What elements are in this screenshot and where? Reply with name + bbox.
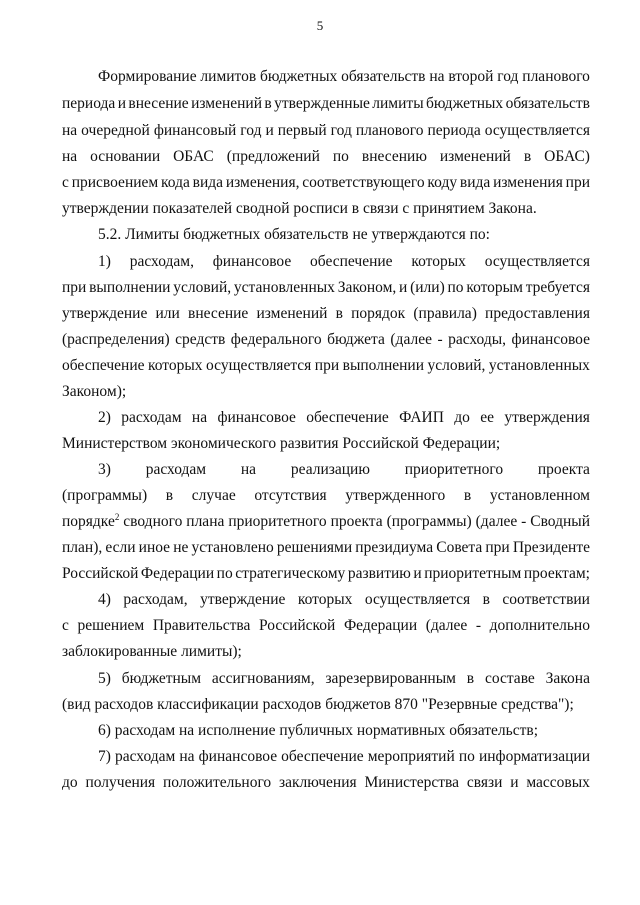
word: соответствующего (302, 174, 425, 191)
text-line (62, 174, 590, 192)
word: ОБАС (173, 148, 214, 165)
word: порядок (351, 305, 406, 322)
text-line (62, 122, 590, 140)
word: решением (77, 617, 145, 634)
word: массовых (526, 774, 590, 791)
word: решениями (276, 539, 353, 556)
word: утвержденного (345, 487, 446, 504)
text-line (62, 617, 590, 635)
word: ее (480, 409, 494, 426)
word: внесение (128, 95, 189, 112)
word: которых (148, 357, 203, 374)
word: - (475, 617, 482, 634)
word: Сводный (530, 513, 590, 530)
word: изменения (493, 174, 563, 191)
word: (программы) (62, 487, 148, 504)
word: проекта (537, 461, 590, 478)
word: планового (522, 68, 590, 85)
word: изменений (439, 148, 511, 165)
word: при (62, 279, 87, 296)
word: на (191, 409, 208, 426)
line-segment: порядке$^2$ (62, 511, 120, 530)
word: утверждение (200, 591, 286, 608)
word: лимиты (372, 95, 424, 112)
word: кода (161, 174, 190, 191)
text-line: заблокированные лимиты); (62, 643, 242, 660)
word: президиума (355, 539, 434, 556)
word: составе (484, 670, 535, 687)
word: обеспечение (306, 409, 389, 426)
word: (далее (425, 617, 468, 634)
word: условий, (173, 279, 232, 296)
word: или (155, 305, 180, 322)
word: план), (62, 539, 103, 556)
word: положительного (163, 774, 272, 791)
word: 2) (98, 409, 111, 426)
word: и (399, 279, 408, 296)
word: (правила) (413, 305, 477, 322)
text-line (98, 253, 590, 271)
word: установлено (191, 539, 274, 556)
word: изменений (256, 305, 328, 322)
word: которым (466, 279, 523, 296)
word: иное (138, 539, 171, 556)
text-line: (вид расходов классификации расходов бюджетов 870 "Резервные средства"); (62, 696, 574, 713)
word: на (62, 148, 78, 165)
footnote-marker: 2 (114, 511, 120, 522)
word: и (510, 774, 519, 791)
word: информатизации (478, 748, 590, 765)
word: обеспечение (281, 748, 364, 765)
word: обязательств (341, 68, 426, 85)
word: и (117, 95, 126, 112)
word: периода (427, 122, 481, 139)
word: в (466, 670, 475, 687)
word: 4) (98, 591, 111, 608)
word: выполнении (89, 279, 171, 296)
word: случае (191, 487, 236, 504)
word: присвоением (71, 174, 159, 191)
word: выполнении (342, 357, 425, 374)
word: финансовое (198, 748, 278, 765)
word: ФАИП (399, 409, 444, 426)
word: зарезервированным (325, 670, 456, 687)
word: в (165, 487, 174, 504)
word: 7) (98, 748, 111, 765)
word: дополнительно (489, 617, 590, 634)
word: которых (411, 253, 466, 270)
word: при (485, 539, 510, 556)
word: развитию (347, 565, 411, 582)
word: расходы, (448, 331, 507, 348)
text-line: утверждении показателей сводной росписи в связи с принятием Закона. (62, 200, 537, 217)
word: основании (90, 148, 161, 165)
word: 5) (98, 670, 111, 687)
word: отсутствия (254, 487, 327, 504)
word: по (332, 148, 349, 165)
word: внесение (188, 305, 249, 322)
word: обеспечение (310, 253, 393, 270)
word: проекта (330, 513, 383, 530)
word: и (265, 122, 274, 139)
word: на (240, 461, 257, 478)
text-line (62, 148, 590, 166)
word: приоритетного (404, 461, 504, 478)
word: на (62, 122, 78, 139)
word: расходам, (129, 253, 194, 270)
word: связи (466, 774, 503, 791)
word: коду (427, 174, 458, 191)
text-line: Законом); (62, 383, 127, 400)
word: Федерации (140, 565, 215, 582)
word: с (62, 617, 69, 634)
word: осуществляется (484, 122, 590, 139)
word: бюджетных (426, 95, 504, 112)
text-line (62, 487, 590, 505)
word: расходам, (123, 591, 188, 608)
word: средств (175, 331, 226, 348)
word: по (447, 279, 464, 296)
word: (предложений (226, 148, 320, 165)
word: получения (85, 774, 156, 791)
text-line (98, 409, 590, 427)
word: Российской (62, 565, 139, 582)
text-line (62, 95, 590, 113)
text-line (62, 279, 590, 297)
word: предоставления (485, 305, 590, 322)
word: федерального (230, 331, 322, 348)
word: установленном (489, 487, 590, 504)
word: планового (355, 122, 424, 139)
word: Министерства (364, 774, 460, 791)
word: Президенте (512, 539, 590, 556)
word: финансовое (217, 409, 296, 426)
word: до (454, 409, 470, 426)
word: в (335, 305, 343, 322)
word: вида (192, 174, 224, 191)
word: в (463, 487, 472, 504)
word: приоритетного (228, 513, 327, 530)
word: финансовое (212, 253, 292, 270)
text-line: 5.2. Лимиты бюджетных обязательств не утверждаются по: (98, 226, 490, 243)
word: при (314, 357, 340, 374)
text-line (98, 68, 590, 86)
text-line (62, 331, 590, 349)
word: год (240, 122, 262, 139)
word: в (482, 591, 490, 608)
word: условий, (427, 357, 486, 374)
word: изменений (191, 95, 263, 112)
word: расходам (114, 748, 176, 765)
word: - (521, 513, 527, 530)
word: с (62, 174, 69, 191)
word: утверждения (504, 409, 590, 426)
word: осуществляется (364, 591, 471, 608)
word: лимитов (200, 68, 257, 85)
word: соответствии (502, 591, 590, 608)
text-line (62, 539, 590, 557)
word: которых (297, 591, 353, 608)
text-line (62, 513, 590, 531)
word: очередной (81, 122, 150, 139)
word: периода (62, 95, 116, 112)
text-line (98, 591, 590, 609)
text-line (62, 774, 590, 792)
word: бюджетных (260, 68, 338, 85)
word: расходам (145, 461, 207, 478)
word: Законом, (337, 279, 397, 296)
text-line: Министерством экономического развития Российской Федерации; (62, 435, 501, 452)
word: по (458, 748, 475, 765)
word: (программы) (386, 513, 472, 530)
word: плана (186, 513, 225, 530)
text-line: 6) расходам на исполнение публичных нормативных обязательств; (98, 722, 539, 739)
word: сводного (123, 513, 183, 530)
word: год (497, 68, 519, 85)
word: требуется (525, 279, 590, 296)
word: год (330, 122, 352, 139)
word: второй (448, 68, 494, 85)
word: Совета (436, 539, 483, 556)
word: установленных (233, 279, 335, 296)
word: Российской (258, 617, 336, 634)
word: (или) (410, 279, 445, 296)
text-line (62, 565, 590, 583)
word: ОБАС) (544, 148, 590, 165)
word: первый (277, 122, 327, 139)
word: не (173, 539, 189, 556)
word: стратегическому (235, 565, 346, 582)
word: (далее (475, 513, 518, 530)
word: осуществляется (206, 357, 312, 374)
word: внесению (361, 148, 427, 165)
word: в (523, 148, 532, 165)
word: реализацию (290, 461, 370, 478)
word: бюджетным (121, 670, 202, 687)
word: установленных (488, 357, 590, 374)
word: 1) (98, 253, 111, 270)
text-line (98, 670, 590, 688)
word: приоритетным (424, 565, 522, 582)
word: - (437, 331, 443, 348)
word: изменения, (225, 174, 300, 191)
word: мероприятий (367, 748, 455, 765)
word: осуществляется (484, 253, 590, 270)
word: проектам; (523, 565, 590, 582)
text-line (62, 305, 590, 323)
word: Закона (545, 670, 590, 687)
word: Формирование (98, 68, 197, 85)
word: утверждение (62, 305, 148, 322)
word: (распределения) (62, 331, 170, 348)
word: в (264, 95, 272, 112)
word: Правительства (152, 617, 251, 634)
word: расходам (121, 409, 182, 426)
text-line (98, 461, 590, 479)
text-line (62, 357, 590, 375)
word: если (105, 539, 136, 556)
word: обязательств (505, 95, 590, 112)
word: бюджета (327, 331, 385, 348)
word: на (429, 68, 445, 85)
word: Федерации (343, 617, 418, 634)
word: финансовый (153, 122, 237, 139)
word: заключения (278, 774, 357, 791)
word: вида (459, 174, 491, 191)
word: финансовое (511, 331, 590, 348)
word: (далее (390, 331, 432, 348)
word: по (216, 565, 233, 582)
text-line (98, 748, 590, 766)
word: утвержденные (274, 95, 370, 112)
word: обеспечение (62, 357, 145, 374)
word: 3) (98, 461, 111, 478)
word: до (62, 774, 78, 791)
page-number: 5 (316, 18, 324, 33)
word: при (565, 174, 590, 191)
word: на (179, 748, 195, 765)
word: и (413, 565, 422, 582)
word: ассигнованиям, (211, 670, 315, 687)
